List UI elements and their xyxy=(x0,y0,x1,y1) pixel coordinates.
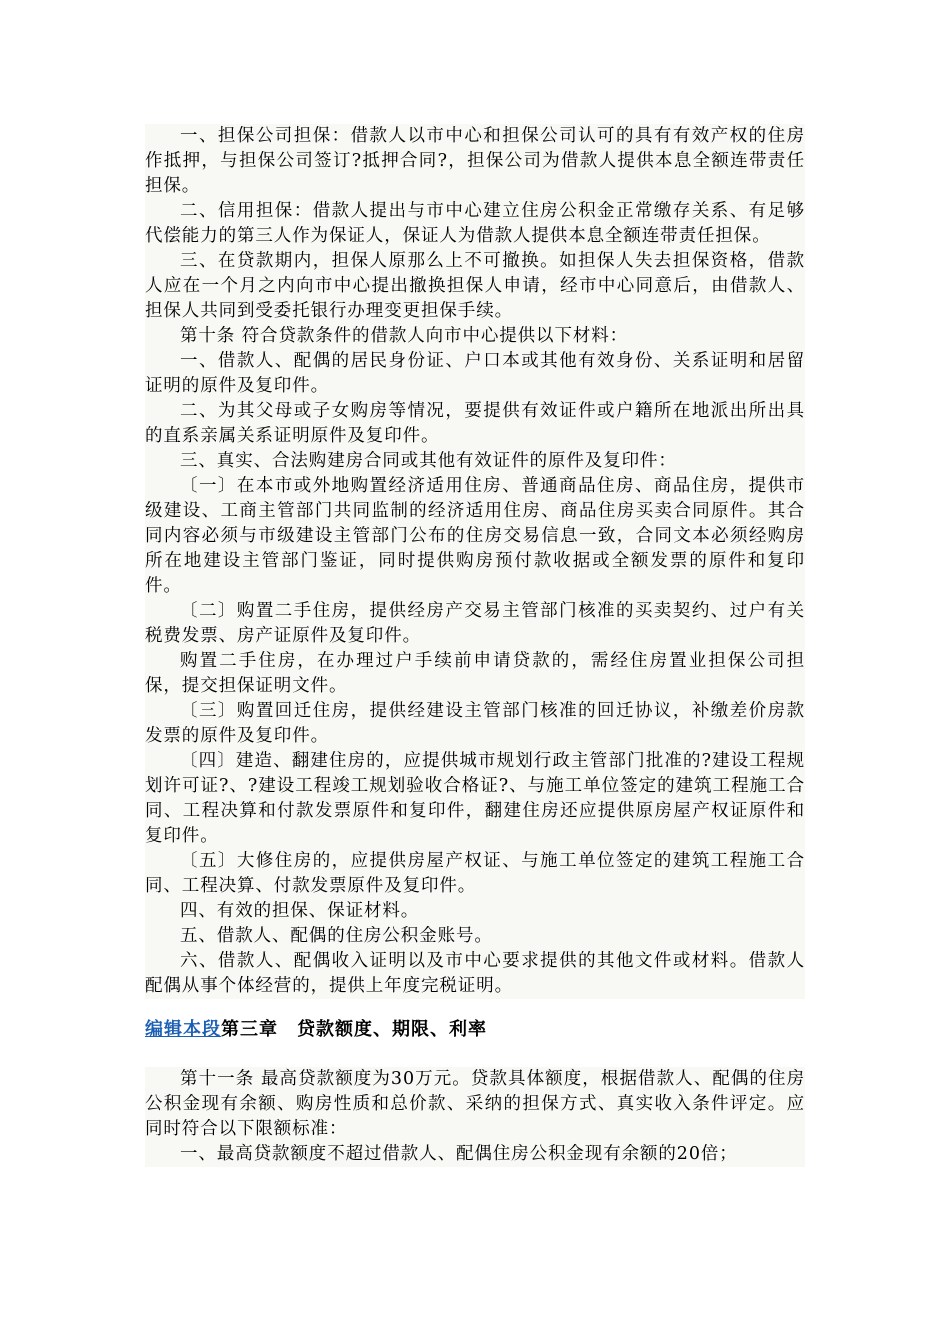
document-paragraph: 〔一〕在本市或外地购置经济适用住房、普通商品住房、商品住房，提供市级建设、工商主管部门共同监制的经济适用住房、商品住房买卖合同原件。其合同内容必须与市级建设主管部门公布的住房交易信息一致，合同文本必须经购房所在地建设主管部门鉴证，同时提供购房预付款收据或全额发票的原件和复印件。 xyxy=(145,476,805,596)
document-paragraph: 四、有效的担保、保证材料。 xyxy=(180,901,420,921)
document-paragraph: 〔三〕购置回迁住房，提供经建设主管部门核准的回迁协议，补缴差价房款发票的原件及复印件。 xyxy=(145,701,805,746)
section-heading xyxy=(145,1017,805,1043)
document-body xyxy=(145,124,805,1167)
document-paragraph: 三、真实、合法购建房合同或其他有效证件的原件及复印件： xyxy=(180,451,677,471)
document-paragraph: 五、借款人、配偶的住房公积金账号。 xyxy=(180,926,493,946)
paragraph-group-a xyxy=(145,124,805,999)
document-paragraph: 一、最高贷款额度不超过借款人、配偶住房公积金现有余额的20倍； xyxy=(180,1144,738,1164)
document-paragraph: 第十条 符合贷款条件的借款人向市中心提供以下材料： xyxy=(180,326,629,346)
document-paragraph: 一、借款人、配偶的居民身份证、户口本或其他有效身份、关系证明和居留证明的原件及复印件。 xyxy=(145,351,805,396)
spacer xyxy=(145,999,805,1017)
document-paragraph: 一、担保公司担保：借款人以市中心和担保公司认可的具有有效产权的住房作抵押，与担保公司签订?抵押合同?，担保公司为借款人提供本息全额连带责任担保。 xyxy=(145,126,805,196)
document-paragraph: 第十一条 最高贷款额度为30万元。贷款具体额度，根据借款人、配偶的住房公积金现有余额、购房性质和总价款、采纳的担保方式、真实收入条件评定。应同时符合以下限额标准： xyxy=(145,1069,805,1139)
document-paragraph: 〔四〕建造、翻建住房的，应提供城市规划行政主管部门批准的?建设工程规划许可证?、?建设工程竣工规划验收合格证?、与施工单位签定的建筑工程施工合同、工程决算和付款发票原件和复印件，翻建住房还应提供原房屋产权证原件和复印件。 xyxy=(145,751,805,846)
edit-section-link[interactable]: 编辑本段 xyxy=(145,1019,221,1040)
document-paragraph: 〔五〕大修住房的，应提供房屋产权证、与施工单位签定的建筑工程施工合同、工程决算、付款发票原件及复印件。 xyxy=(145,851,805,896)
document-paragraph: 三、在贷款期内，担保人原那么上不可撤换。如担保人失去担保资格，借款人应在一个月之内向市中心提出撤换担保人申请，经市中心同意后，由借款人、担保人共同到受委托银行办理变更担保手续。 xyxy=(145,251,805,321)
document-paragraph: 购置二手住房，在办理过户手续前申请贷款的，需经住房置业担保公司担保，提交担保证明文件。 xyxy=(145,651,805,696)
section-title: 第三章 贷款额度、期限、利率 xyxy=(221,1019,487,1040)
document-paragraph: 〔二〕购置二手住房，提供经房产交易主管部门核准的买卖契约、过户有关税费发票、房产证原件及复印件。 xyxy=(145,601,805,646)
document-paragraph: 二、信用担保：借款人提出与市中心建立住房公积金正常缴存关系、有足够代偿能力的第三人作为保证人，保证人为借款人提供本息全额连带责任担保。 xyxy=(145,201,805,246)
document-paragraph: 六、借款人、配偶收入证明以及市中心要求提供的其他文件或材料。借款人配偶从事个体经营的，提供上年度完税证明。 xyxy=(145,951,805,996)
paragraph-group-b xyxy=(145,1067,805,1167)
document-paragraph: 二、为其父母或子女购房等情况，要提供有效证件或户籍所在地派出所出具的直系亲属关系证明原件及复印件。 xyxy=(145,401,805,446)
spacer xyxy=(145,1043,805,1067)
